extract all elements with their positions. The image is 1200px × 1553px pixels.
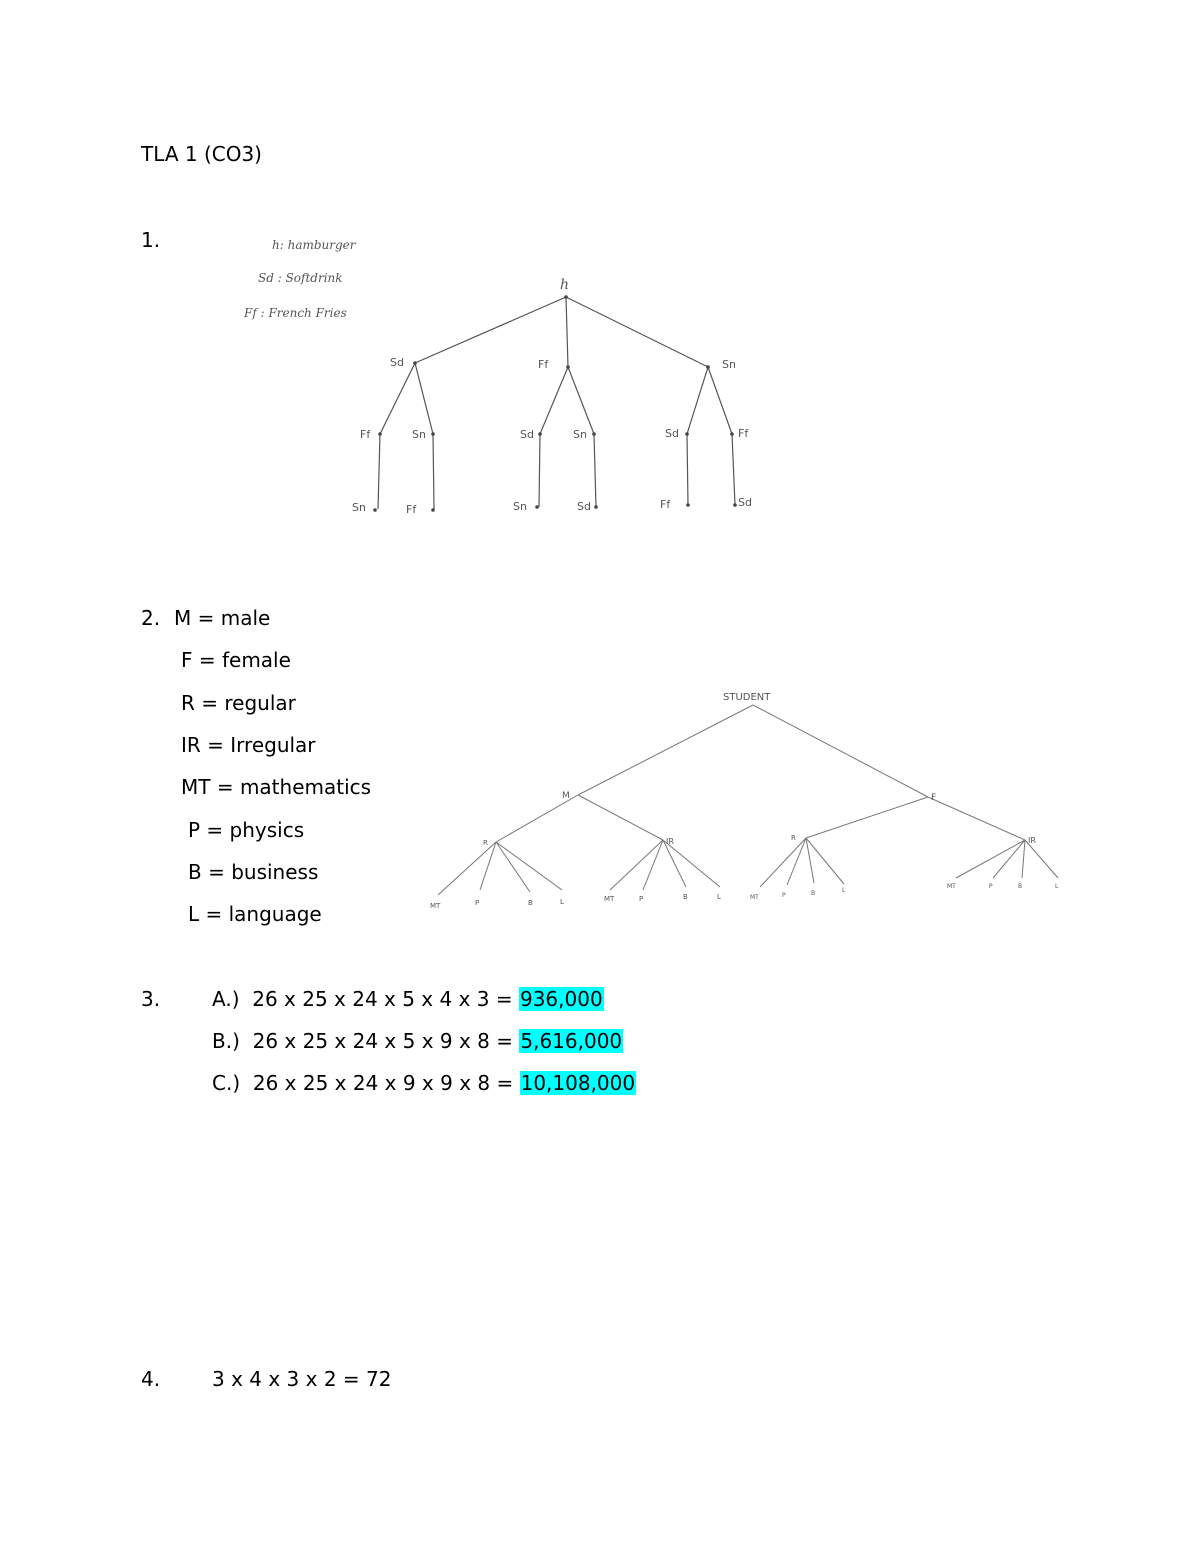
q4-expression: 3 x 4 x 3 x 2 = 72 [212, 1367, 392, 1391]
q3-item-expression: 26 x 25 x 24 x 5 x 9 x 8 = [252, 1029, 513, 1053]
q1-node-dot [431, 432, 435, 436]
q1-legend-item: h: hamburger [272, 238, 356, 252]
q2-leaf-label: MT [430, 902, 441, 910]
q1-node-dot [685, 432, 689, 436]
q1-node-dot [733, 503, 737, 507]
q2-leaf-label: P [639, 895, 644, 903]
q1-leaf-label: Ff [406, 503, 417, 516]
page-title: TLA 1 (CO3) [141, 142, 262, 166]
q1-level2-label: Ff [360, 428, 371, 441]
q1-level2-label: Sd [520, 428, 534, 441]
q1-node-dot [730, 432, 734, 436]
q1-node-dot [535, 505, 539, 509]
q1-node-dot [564, 295, 568, 299]
q2-leaf-label: B [1018, 883, 1023, 890]
q1-level2-label: Sn [412, 428, 426, 441]
q2-definition: R = regular [181, 691, 296, 715]
q1-node-dot [686, 503, 690, 507]
q2-leaf-label: L [560, 898, 564, 906]
q1-legend-item: Sd : Softdrink [258, 271, 343, 285]
q3-item-b [212, 1029, 623, 1053]
q3-item-a [212, 987, 604, 1011]
q2-level1-label: F [931, 793, 937, 803]
q2-leaf-label: MT [947, 883, 956, 890]
q1-node-dot [594, 505, 598, 509]
q1-legend-item: Ff : French Fries [244, 306, 347, 320]
q2-level2-label: IR [666, 837, 674, 846]
q1-level2-label: Ff [738, 427, 749, 440]
q2-leaf-label: P [782, 892, 786, 899]
q3-item-c [212, 1071, 636, 1095]
q1-leaf-label: Sn [352, 501, 366, 514]
q2-level2-label: R [791, 834, 796, 842]
q2-definition: F = female [181, 648, 291, 672]
q2-root-label: STUDENT [723, 692, 771, 703]
q1-level2-label: Sn [573, 428, 587, 441]
q1-leaf-label: Ff [660, 498, 671, 511]
q1-level2-label: Sd [665, 427, 679, 440]
q3-item-answer: 5,616,000 [520, 1029, 623, 1053]
q1-node-dot [378, 432, 382, 436]
q2-definition: L = language [188, 902, 322, 926]
q1-node-dot [431, 508, 435, 512]
q1-node-dot [706, 365, 710, 369]
q2-leaf-label: B [683, 893, 688, 901]
q1-node-dot [413, 361, 417, 365]
q1-level1-label: Ff [538, 358, 549, 371]
q2-leaf-label: P [475, 899, 480, 907]
q2-leaf-label: L [842, 887, 846, 894]
q4-number: 4. [141, 1367, 161, 1391]
q1-node-dot [538, 432, 542, 436]
q3-item-answer: 10,108,000 [520, 1071, 636, 1095]
q2-leaf-label: L [717, 893, 721, 901]
q2-definition: MT = mathematics [181, 775, 372, 799]
q2-leaf-label: L [1055, 883, 1059, 890]
q2-definition: M = male [174, 606, 271, 630]
q2-tree-diagram [410, 680, 1070, 930]
q2-leaf-label: MT [750, 894, 759, 901]
q1-number: 1. [141, 228, 161, 252]
q2-level2-label: IR [1028, 836, 1036, 845]
q2-leaf-label: B [811, 890, 816, 897]
q1-leaf-label: Sd [738, 496, 752, 509]
q3-item-expression: 26 x 25 x 24 x 5 x 4 x 3 = [252, 987, 513, 1011]
q3-item-label: B.) [212, 1029, 240, 1053]
q1-leaf-label: Sn [513, 500, 527, 513]
q1-leaf-label: Sd [577, 500, 591, 513]
q2-level1-label: M [562, 791, 570, 801]
q2-number: 2. [141, 606, 161, 630]
q2-level2-label: R [483, 839, 488, 847]
q3-item-label: C.) [212, 1071, 241, 1095]
q2-leaf-label: B [528, 899, 533, 907]
q1-level1-label: Sn [722, 358, 736, 371]
q3-item-label: A.) [212, 987, 240, 1011]
q2-definition: B = business [188, 860, 319, 884]
q2-leaf-label: P [989, 883, 993, 890]
q1-level1-label: Sd [390, 356, 404, 369]
q2-leaf-label: MT [604, 895, 615, 903]
q1-node-dot [566, 365, 570, 369]
q3-item-expression: 26 x 25 x 24 x 9 x 9 x 8 = [252, 1071, 514, 1095]
q3-item-answer: 936,000 [519, 987, 603, 1011]
q1-node-dot [592, 432, 596, 436]
q3-number: 3. [141, 987, 161, 1011]
q1-node-dot [373, 508, 377, 512]
q1-root-label: h [560, 277, 570, 293]
q2-definition: P = physics [188, 818, 305, 842]
q1-tree-diagram [230, 225, 790, 525]
q2-definition: IR = Irregular [181, 733, 316, 757]
